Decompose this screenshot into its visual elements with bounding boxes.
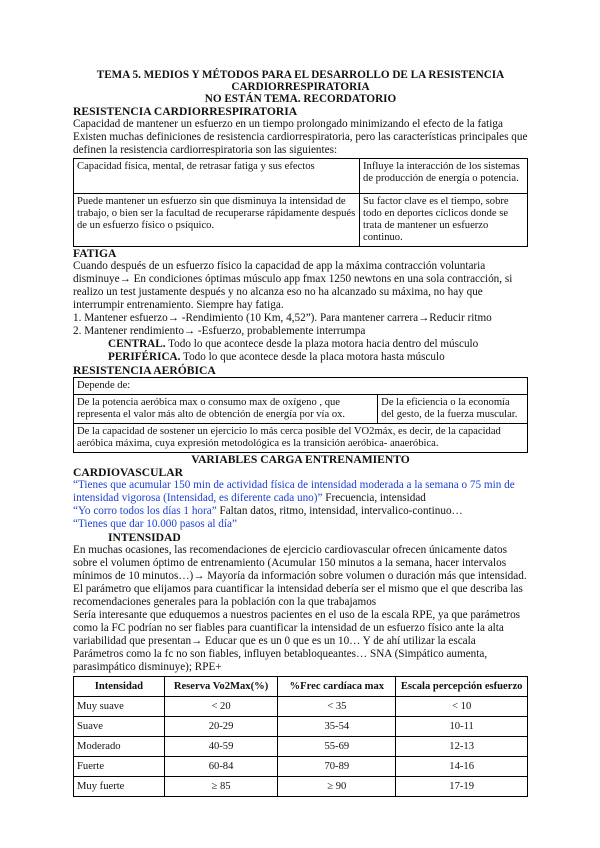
intensity-table — [73, 676, 528, 797]
table-row — [74, 757, 528, 777]
quote-2-tail: Faltan datos, ritmo, intensidad, intervalico-continuo… — [216, 505, 463, 517]
paragraph-intensidad-4: Parámetros como la fc no son fiables, influyen betabloqueantes… SNA (Simpático aumenta, parasimpático disminuye); RPE+ — [73, 648, 488, 673]
central-line — [73, 338, 528, 351]
characteristics-table — [73, 158, 528, 247]
column-header: Intensidad — [74, 677, 165, 697]
table-cell: Suave — [74, 717, 165, 737]
heading-resistencia-cardio: RESISTENCIA CARDIORRESPIRATORIA — [73, 105, 298, 118]
table-row — [74, 717, 528, 737]
periferica-label: PERIFÉRICA. — [108, 351, 181, 363]
title-line-2: CARDIORRESPIRATORIA — [231, 81, 370, 93]
table-row — [74, 737, 528, 757]
table-cell: Su factor clave es el tiempo, sobre todo en deportes cíclicos donde se trata de mantener un esfuerzo continuo. — [360, 194, 528, 247]
table-cell: ≥ 85 — [164, 777, 278, 797]
table-row — [74, 424, 528, 453]
quote-1 — [73, 479, 528, 505]
table-cell: 14-16 — [396, 757, 528, 777]
table-cell: 10-11 — [396, 717, 528, 737]
paragraph-fatiga: Cuando después de un esfuerzo físico la capacidad de app la máxima contracción voluntaria disminuye→ En condiciones óptimas músculo app fmax 1250 newtons en una sola contracción, si realizo un test justamente después y no alcanza eso no ha alcanzado su máxima, no hay que interrumpir entrenamiento. Siempre hay fatiga. — [73, 260, 513, 311]
column-header: Reserva Vo2Max(%) — [164, 677, 278, 697]
heading-variables-carga: VARIABLES CARGA ENTRENAMIENTO — [191, 453, 410, 466]
quote-3: “Tienes que dar 10.000 pasos al día” — [73, 518, 237, 530]
table-cell: 40-59 — [164, 737, 278, 757]
table-cell: Influye la interacción de los sistemas de producción de energía o potencia. — [360, 159, 528, 194]
table-cell: 17-19 — [396, 777, 528, 797]
paragraph-intensidad-3: Sería interesante que eduquemos a nuestros pacientes en el uso de la escala RPE, ya que parámetros como la FC podrían no ser fiables para cuantificar la intensidad de un esfuerzo físico ante la alta variabilidad que presentan→ Educar que es un 0 que es un 10… Y de ahí utilizar la escala — [73, 609, 521, 647]
table-row — [74, 378, 528, 395]
table-row — [74, 697, 528, 717]
table-header-row — [74, 677, 528, 697]
table-row — [74, 777, 528, 797]
title-line-3: NO ESTÁN TEMA. RECORDATORIO — [204, 93, 397, 105]
paragraph-intensidad-2: El parámetro que elijamos para cuantificar la intensidad debería ser el mismo que el que describa las recomendaciones generales para la población con la que trabajamos — [73, 583, 523, 608]
quote-1-tail: Frecuencia, intensidad — [322, 492, 426, 504]
list-item: 2. Mantener rendimiento→ -Esfuerzo, probablemente interrumpa — [73, 325, 366, 337]
table-cell: 70-89 — [278, 757, 396, 777]
periferica-text: Todo lo que acontece desde la placa motora hasta músculo — [180, 351, 445, 363]
paragraph-characteristics: Existen muchas definiciones de resistencia cardiorrespiratoria, pero las características principales que definen la resistencia cardiorrespiratoria son las siguientes: — [73, 131, 528, 156]
periferica-line — [73, 351, 528, 364]
table-cell: < 35 — [278, 697, 396, 717]
quote-2-text: “Yo corro todos los días 1 hora” — [73, 505, 217, 517]
table-cell: De la capacidad de sostener un ejercicio lo más cerca posible del VO2máx, es decir, de la capacidad aeróbica máxima, cuya expresión metodológica es la transición aeróbica- anaeróbica. — [74, 424, 528, 453]
table-row — [74, 194, 528, 247]
document-page — [73, 69, 528, 797]
central-text: Todo lo que acontece desde la plaza motora hacia dentro del músculo — [165, 338, 479, 350]
table-cell: De la potencia aeróbica max o consumo max de oxígeno , que representa el valor más alto de obtención de energía por vía ox. — [74, 395, 378, 424]
table-cell: Muy suave — [74, 697, 165, 717]
table-cell: ≥ 90 — [278, 777, 396, 797]
title-line-1: TEMA 5. MEDIOS Y MÉTODOS PARA EL DESARROLLO DE LA RESISTENCIA — [96, 69, 505, 81]
table-cell: < 10 — [396, 697, 528, 717]
heading-intensidad: INTENSIDAD — [108, 531, 181, 544]
quote-2 — [73, 505, 528, 518]
column-header: Escala percepción esfuerzo — [396, 677, 528, 697]
paragraph-intensidad-1: En muchas ocasiones, las recomendaciones de ejercicio cardiovascular ofrecen únicamente datos sobre el volumen óptimo de entrenamiento (Acumular 150 minutos a la semana, hacer intervalos mínimos de 10 minutos…)→ Mayoría da información sobre volumen o duración más que intensidad. — [73, 544, 527, 582]
table-cell: Muy fuerte — [74, 777, 165, 797]
heading-fatiga: FATIGA — [73, 247, 117, 260]
list-item: 1. Mantener esfuerzo→ -Rendimiento (10 Km, 4,52”). Para mantener carrera→Reducir ritmo — [73, 312, 492, 324]
table-cell: Moderado — [74, 737, 165, 757]
table-cell: 55-69 — [278, 737, 396, 757]
central-label: CENTRAL. — [108, 338, 166, 350]
paragraph-definition: Capacidad de mantener un esfuerzo en un tiempo prolongado minimizando el efecto de la fatiga — [73, 118, 503, 130]
table-cell: Capacidad física, mental, de retrasar fatiga y sus efectos — [74, 159, 360, 194]
heading-cardiovascular: CARDIOVASCULAR — [73, 466, 183, 479]
table-row — [74, 159, 528, 194]
table-cell: 12-13 — [396, 737, 528, 757]
table-cell: De la eficiencia o la economía del gesto, de la fuerza muscular. — [378, 395, 528, 424]
table-cell: 20-29 — [164, 717, 278, 737]
table-cell: < 20 — [164, 697, 278, 717]
table-cell: Depende de: — [74, 378, 528, 395]
table-cell: 35-54 — [278, 717, 396, 737]
table-cell: Fuerte — [74, 757, 165, 777]
table-cell: Puede mantener un esfuerzo sin que disminuya la intensidad de trabajo, o bien ser la facultad de recuperarse rápidamente después de un esfuerzo físico o psíquico. — [74, 194, 360, 247]
quote-1-text: “Tienes que acumular 150 min de actividad física de intensidad moderada a la semana o 75 min de intensidad vigorosa (Intensidad, es diferente cada uno)” — [73, 479, 515, 504]
table-row — [74, 395, 528, 424]
aerobic-table — [73, 377, 528, 453]
table-cell: 60-84 — [164, 757, 278, 777]
column-header: %Frec cardíaca max — [278, 677, 396, 697]
heading-resistencia-aerobica: RESISTENCIA AERÓBICA — [73, 364, 216, 377]
